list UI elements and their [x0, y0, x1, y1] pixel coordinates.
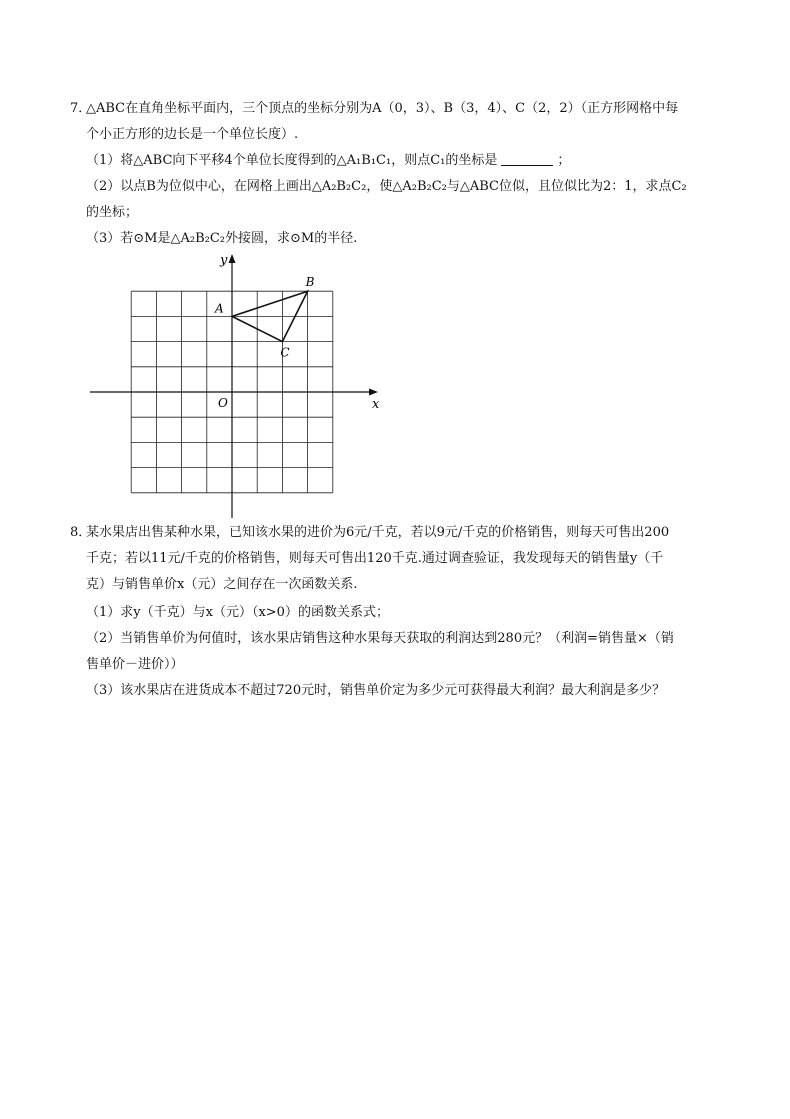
q8-text-line2: 千克；若以11元/千克的价格销售，则每天可售出120千克.通过调查验证，我发现每天的销售量y（千	[86, 551, 664, 566]
q7-part2-line1: （2）以点B为位似中心，在网格上画出△A₂B₂C₂，使△A₂B₂C₂与△ABC位似，且位似比为2：1，求点C₂	[86, 179, 687, 194]
origin-label: O	[218, 396, 228, 410]
q7-part3: （3）若⊙M是△A₂B₂C₂外接圆，求⊙M的半径.	[86, 231, 358, 246]
q8-part2-line2: 售单价－进价））	[86, 657, 184, 672]
q7-text-line2: 个小正方形的边长是一个单位长度）.	[86, 127, 299, 142]
y-axis-label: y	[220, 253, 228, 268]
q7-part2-line2: 的坐标；	[86, 205, 139, 220]
point-c-label: C	[280, 345, 290, 360]
q7-part1-end: ；	[557, 153, 571, 168]
q7-part1-text: （1）将△ABC向下平移4个单位长度得到的△A₁B₁C₁，则点C₁的坐标是	[86, 153, 498, 168]
q7-part1	[86, 152, 570, 170]
q8-number: 8．	[70, 525, 92, 540]
answer-blank[interactable]	[501, 153, 553, 166]
point-b-label: B	[305, 275, 315, 290]
q8-text-line3: 克）与销售单价x（元）之间存在一次函数关系.	[86, 577, 358, 592]
q8-part2-line1: （2）当销售单价为何值时，该水果店销售这种水果每天获取的利润达到280元？（利润=销售量×（销	[86, 631, 674, 646]
point-a-label: A	[215, 301, 224, 316]
q7-number: 7．	[70, 101, 92, 116]
q8-text-line1: 某水果店出售某种水果，已知该水果的进价为6元/千克，若以9元/千克的价格销售，则每天可售出200	[86, 525, 670, 540]
q8-part3: （3）该水果店在进货成本不超过720元时，销售单价定为多少元可获得最大利润？最大利润是多少？	[86, 683, 666, 698]
q8-part1: （1）求y（千克）与x（元）（x>0）的函数关系式；	[86, 605, 389, 620]
x-axis-label: x	[372, 397, 380, 412]
y-axis	[229, 254, 236, 518]
q7-text-line1: △ABC在直角坐标平面内，三个顶点的坐标分别为A（0，3）、B（3，4）、C（2，2）（正方形网格中每	[86, 101, 679, 116]
x-axis	[90, 389, 378, 396]
coordinate-grid-figure	[88, 250, 388, 522]
